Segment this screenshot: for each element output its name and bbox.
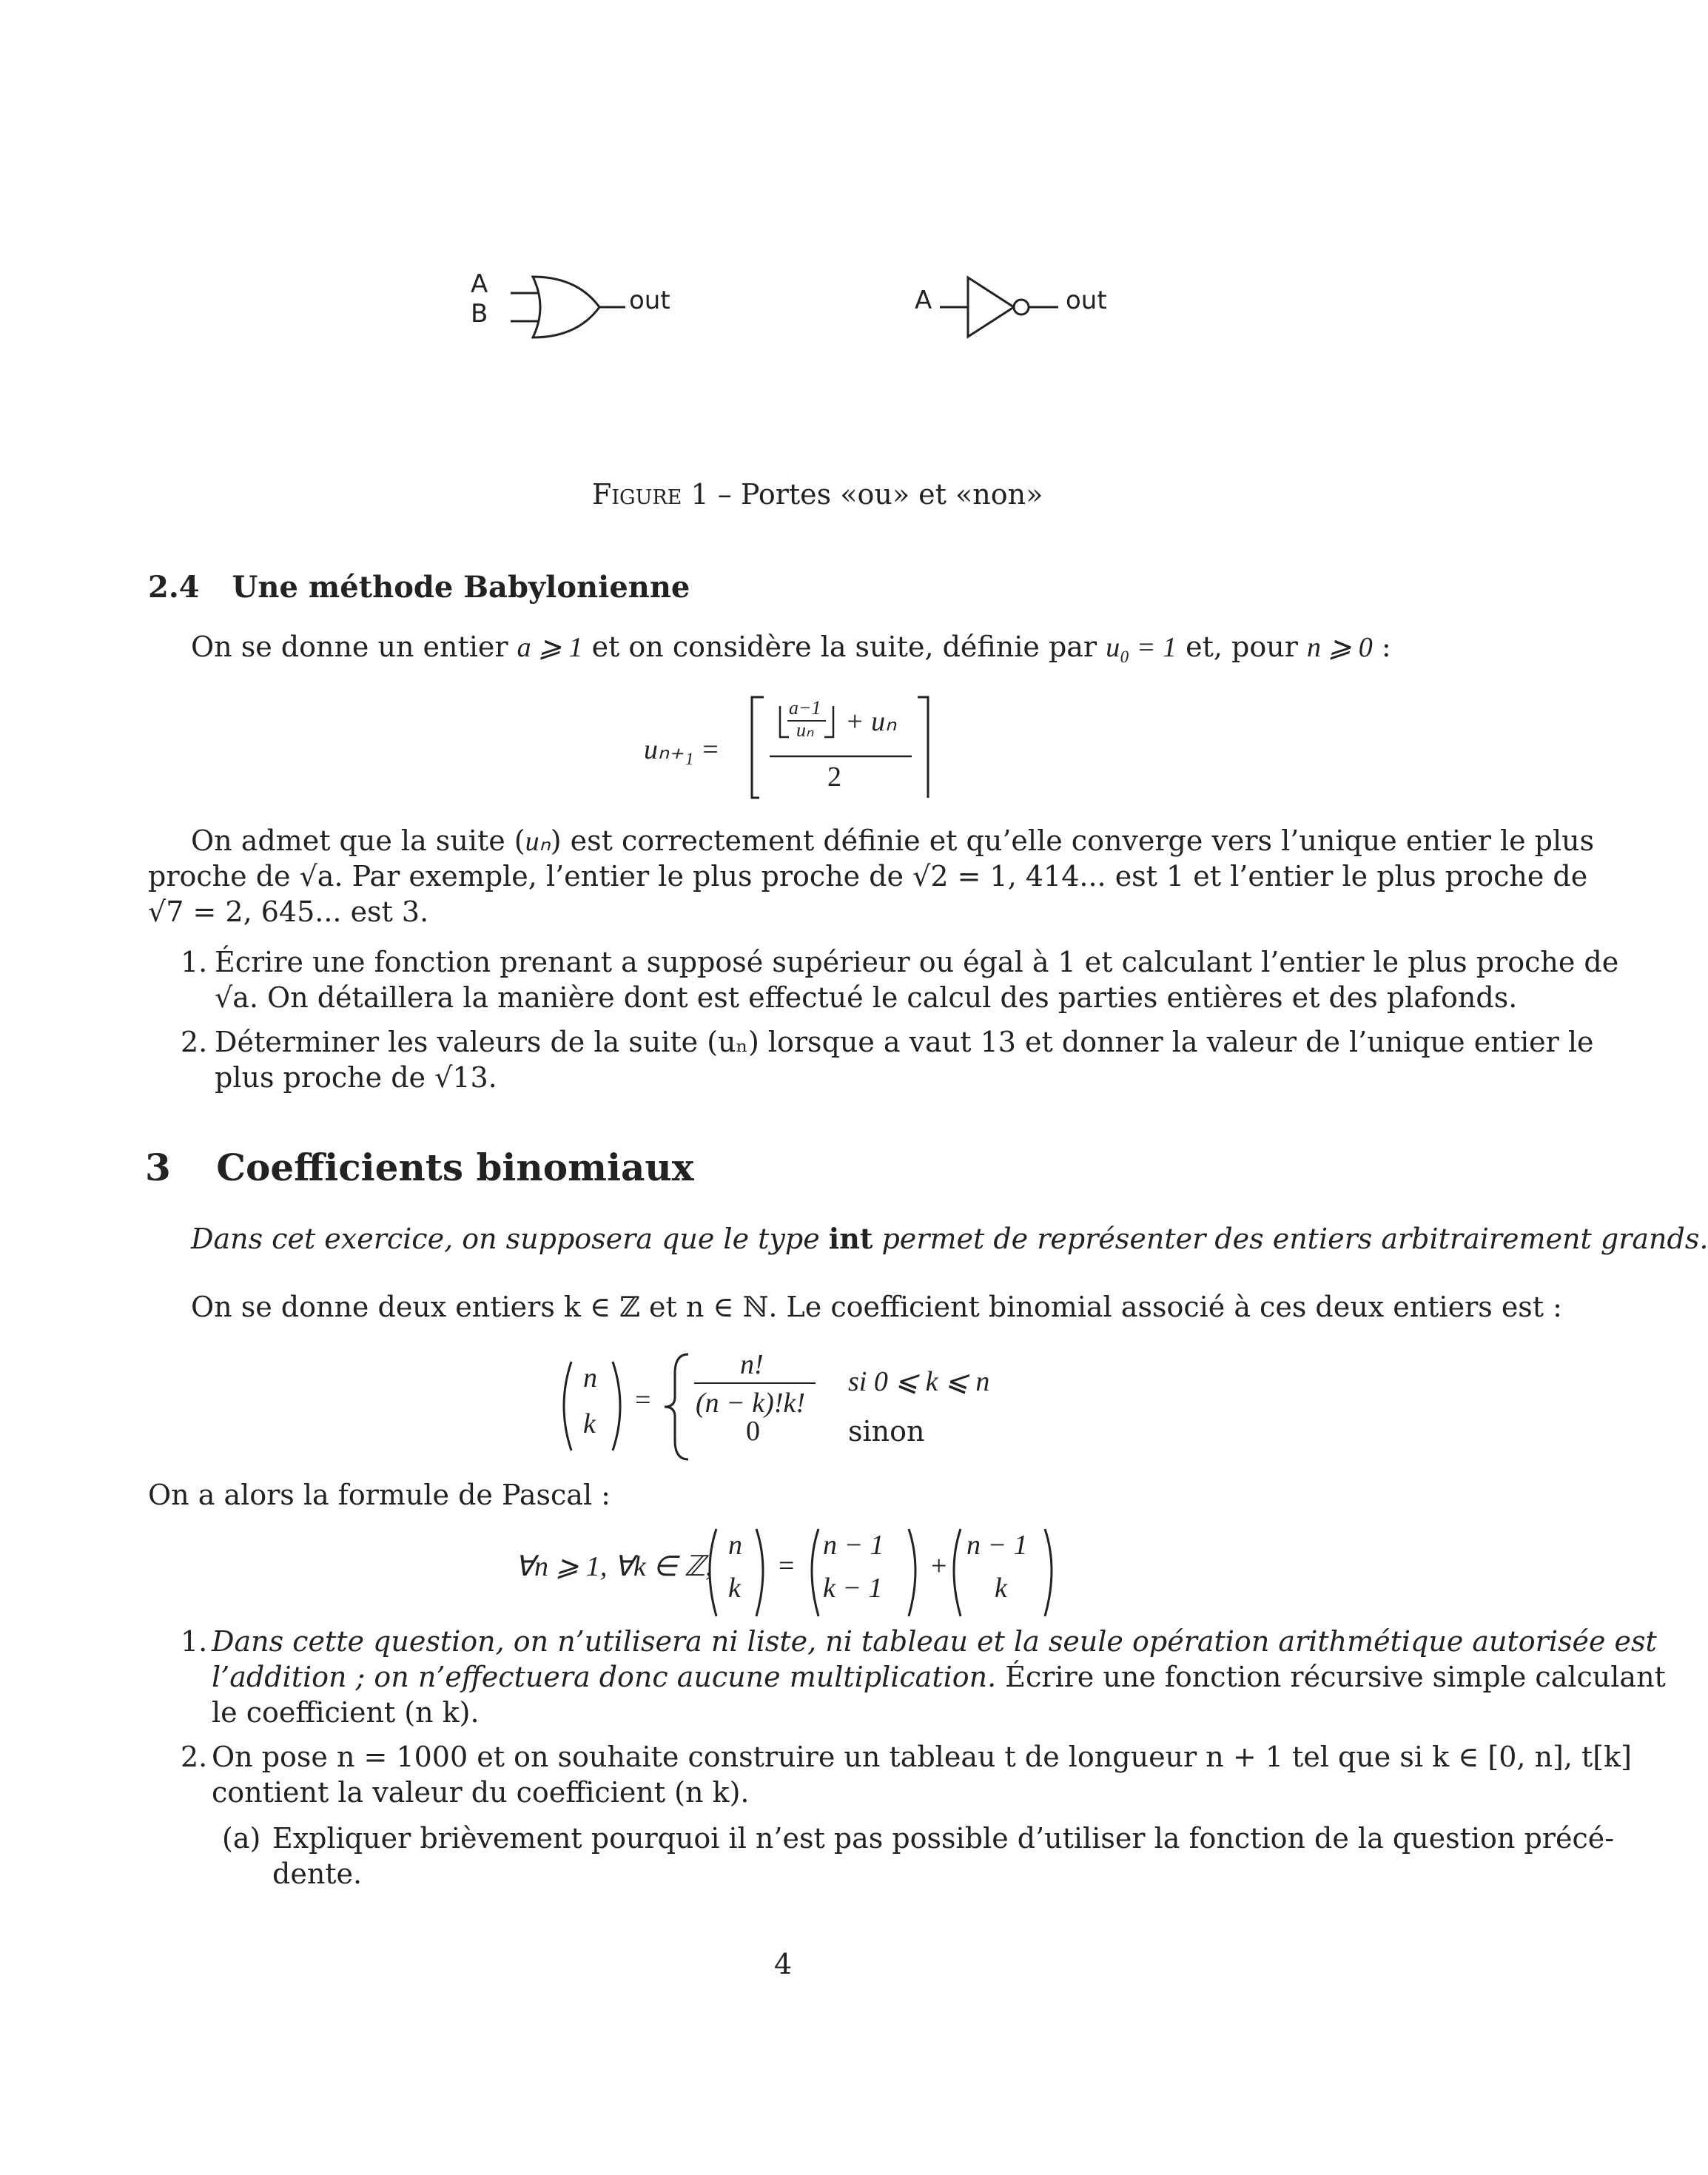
- s3-qa-label: (a): [222, 1822, 261, 1855]
- section-number: 3: [145, 1146, 171, 1189]
- math-a-geq-1: a ⩾ 1: [517, 632, 583, 663]
- recurrence-denominator: 2: [827, 762, 841, 793]
- case1-fraction-bar: [694, 1382, 816, 1384]
- or-gate-input-b: B: [471, 299, 488, 329]
- or-gate-output: out: [629, 286, 670, 315]
- recurrence-lhs: uₙ₊₁ =: [644, 734, 720, 765]
- q2-line1: Déterminer les valeurs de la suite (uₙ) lorsque a vaut 13 et donner la valeur de l’unique entier le: [215, 1026, 1594, 1058]
- para-math-un: uₙ: [525, 826, 551, 857]
- pascal-term2-top: n − 1: [966, 1530, 1028, 1561]
- s3-q1-number: 1.: [181, 1625, 208, 1658]
- intro-text-1: On se donne un entier: [191, 631, 517, 663]
- case2-value: 0: [746, 1416, 760, 1447]
- q1-number: 1.: [181, 946, 208, 978]
- q2-line2: plus proche de √13.: [215, 1061, 497, 1094]
- s3-q2-number: 2.: [181, 1741, 208, 1773]
- figure-caption-label: Figure 1: [592, 478, 709, 511]
- section-2-4-para: [191, 823, 1595, 859]
- figure-caption: [592, 477, 1043, 512]
- intro-text-3: et, pour: [1177, 631, 1307, 663]
- binomial-bottom-k: k: [583, 1408, 596, 1439]
- s3-qa-line2: dente.: [272, 1858, 363, 1890]
- q1-line2: √a. On détaillera la manière dont est effectué le calcul des parties entières et des plafonds.: [215, 981, 1518, 1014]
- math-n-geq-0: n ⩾ 0: [1306, 632, 1373, 663]
- pascal-lhs-n: n: [728, 1530, 742, 1561]
- pascal-term1-bottom: k − 1: [823, 1573, 883, 1604]
- note-text-2: permet de représenter des entiers arbitrairement grands.: [873, 1223, 1708, 1255]
- s3-qa-line1: Expliquer brièvement pourquoi il n’est pas possible d’utiliser la fonction de la question précé-: [272, 1822, 1615, 1855]
- para-text-1b: ) est correctement définie et qu’elle converge vers l’unique entier le plus: [550, 824, 1595, 857]
- s3-q1-line2: [212, 1659, 1666, 1695]
- figure-caption-text: – Portes «ou» et «non»: [708, 478, 1043, 511]
- section-title: Coefficients binomiaux: [216, 1146, 694, 1189]
- case2-condition: sinon: [848, 1415, 925, 1448]
- pascal-equals: =: [779, 1550, 795, 1581]
- pascal-plus: +: [931, 1550, 947, 1581]
- note-type-int: int: [828, 1222, 873, 1255]
- pascal-term1-top: n − 1: [823, 1530, 884, 1561]
- section-3-note: [191, 1221, 1708, 1257]
- q1-line1: Écrire une fonction prenant a supposé supérieur ou égal à 1 et calculant l’entier le plus proche de: [215, 946, 1619, 978]
- pascal-lhs-k: k: [728, 1573, 741, 1604]
- para-text-1a: On admet que la suite (: [191, 824, 525, 857]
- floor-numerator: a−1: [789, 697, 821, 719]
- s3-q1-line2-italic: l’addition ; on n’effectuera donc aucune multiplication.: [212, 1661, 997, 1693]
- intro-text-2: et on considère la suite, définie par: [582, 631, 1106, 663]
- pascal-prefix: ∀n ⩾ 1, ∀k ∈ ℤ,: [515, 1551, 713, 1582]
- intro-text-4: :: [1372, 631, 1391, 663]
- math-u0: u₀ = 1: [1106, 632, 1177, 663]
- pascal-intro: On a alors la formule de Pascal :: [148, 1479, 611, 1511]
- case1-condition: si 0 ⩽ k ⩽ n: [848, 1366, 990, 1397]
- case1-numerator: n!: [740, 1349, 764, 1380]
- case1-denominator: (n − k)!k!: [696, 1388, 805, 1419]
- section-title: Une méthode Babylonienne: [232, 570, 690, 605]
- floor-denominator: uₙ: [796, 719, 814, 741]
- s3-q1-line3: le coefficient (n k).: [212, 1696, 480, 1729]
- s3-q1-line2-roman: Écrire une fonction récursive simple calculant: [996, 1661, 1666, 1693]
- or-gate-input-a: A: [471, 269, 488, 299]
- section-2-4-para-line3: √7 = 2, 645... est 3.: [148, 895, 429, 928]
- section-3-heading: [145, 1146, 694, 1189]
- binomial-equals: =: [635, 1385, 651, 1416]
- plus-un: + uₙ: [845, 706, 897, 737]
- s3-q2-line1: On pose n = 1000 et on souhaite construire un tableau t de longueur n + 1 tel que si k ∈ [0, n], t[k]: [212, 1741, 1632, 1773]
- section-2-4-intro: [191, 629, 1391, 665]
- s3-q2-line2: contient la valeur du coefficient (n k).: [212, 1776, 750, 1809]
- section-2-4-para-line2: proche de √a. Par exemple, l’entier le plus proche de √2 = 1, 414... est 1 et l’entier le plus proche de: [148, 860, 1588, 892]
- q2-number: 2.: [181, 1026, 208, 1058]
- not-gate-input-a: A: [915, 286, 932, 315]
- section-3-intro: On se donne deux entiers k ∈ ℤ et n ∈ ℕ. Le coefficient binomial associé à ces deux entiers est :: [191, 1291, 1562, 1323]
- pascal-term2-bottom: k: [995, 1573, 1007, 1604]
- cases-brace: [659, 1351, 696, 1462]
- binomial-top-n: n: [583, 1362, 597, 1394]
- note-text-1: Dans cet exercice, on supposera que le type: [191, 1223, 829, 1255]
- not-gate-output: out: [1066, 286, 1107, 315]
- section-2-4-heading: [148, 570, 690, 605]
- s3-q1-line1: Dans cette question, on n’utilisera ni liste, ni tableau et la seule opération arithmétique autorisée est: [212, 1625, 1657, 1658]
- page-number: 4: [774, 1948, 793, 1980]
- section-number: 2.4: [148, 570, 200, 605]
